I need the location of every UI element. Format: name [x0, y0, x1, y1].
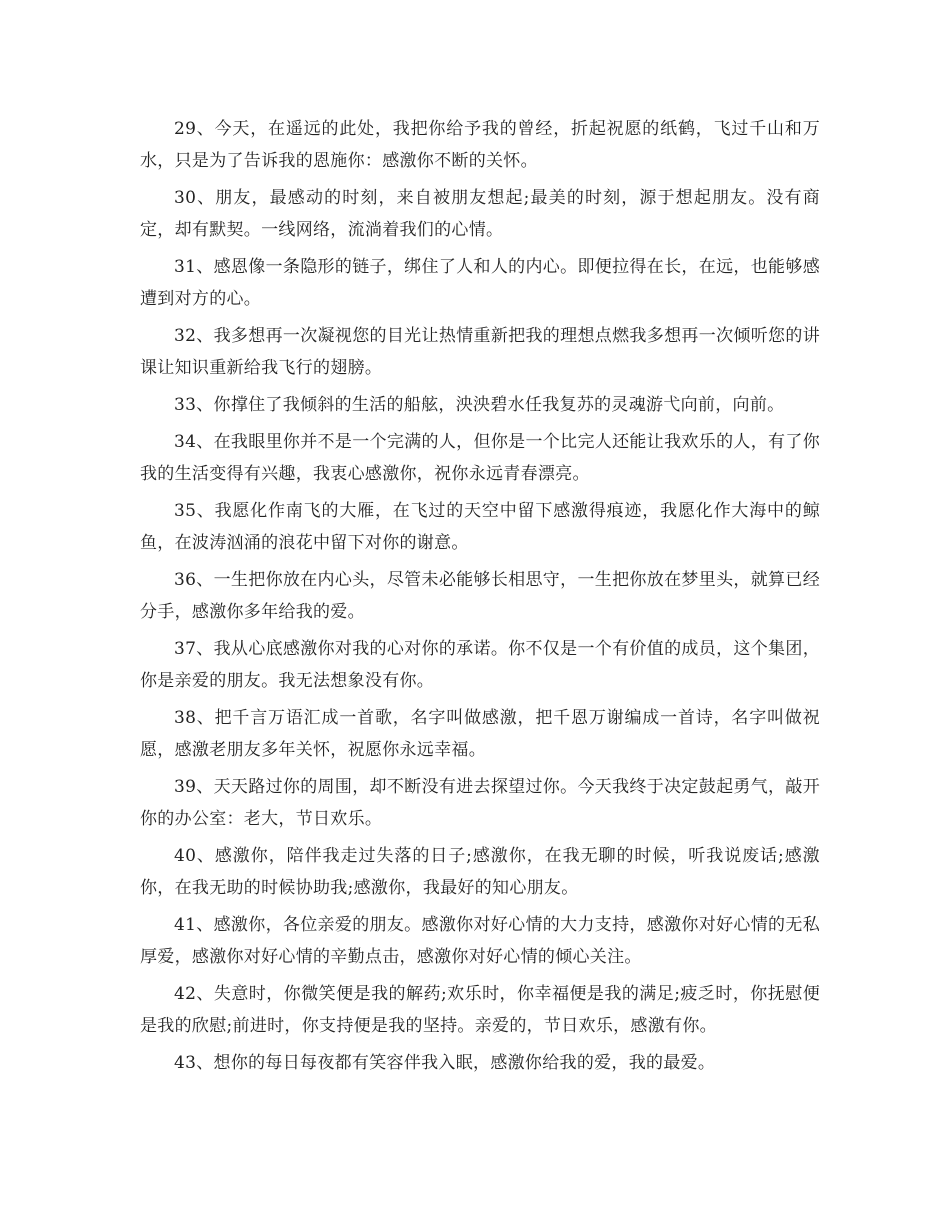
paragraph-38: 38、把千言万语汇成一首歌，名字叫做感激，把千恩万谢编成一首诗，名字叫做祝愿，感激老朋友多年关怀，祝愿你永远幸福。 — [140, 708, 820, 760]
paragraph-34: 34、在我眼里你并不是一个完满的人，但你是一个比完人还能让我欢乐的人，有了你我的生活变得有兴趣，我衷心感激你，祝你永远青春漂亮。 — [140, 432, 820, 484]
paragraph-42: 42、失意时，你微笑便是我的解药;欢乐时，你幸福便是我的满足;疲乏时，你抚慰便是我的欣慰;前进时，你支持便是我的坚持。亲爱的，节日欢乐，感激有你。 — [140, 984, 820, 1036]
paragraph-33: 33、你撑住了我倾斜的生活的船舷，泱泱碧水任我复苏的灵魂游弋向前，向前。 — [174, 395, 785, 415]
paragraph-30: 30、朋友，最感动的时刻，来自被朋友想起;最美的时刻，源于想起朋友。没有商定，却有默契。一线网络，流淌着我们的心情。 — [140, 188, 820, 240]
paragraph-29: 29、今天，在遥远的此处，我把你给予我的曾经，折起祝愿的纸鹤，飞过千山和万水，只是为了告诉我的恩施你：感激你不断的关怀。 — [140, 119, 820, 171]
paragraph-31: 31、感恩像一条隐形的链子，绑住了人和人的内心。即便拉得在长，在远，也能够感遭到对方的心。 — [140, 257, 820, 309]
paragraph-32: 32、我多想再一次凝视您的目光让热情重新把我的理想点燃我多想再一次倾听您的讲课让知识重新给我飞行的翅膀。 — [140, 326, 820, 378]
paragraph-41: 41、感激你，各位亲爱的朋友。感激你对好心情的大力支持，感激你对好心情的无私厚爱，感激你对好心情的辛勤点击，感激你对好心情的倾心关注。 — [140, 915, 820, 967]
paragraph-35: 35、我愿化作南飞的大雁，在飞过的天空中留下感激得痕迹，我愿化作大海中的鲸鱼，在波涛汹涌的浪花中留下对你的谢意。 — [140, 501, 820, 553]
paragraph-39: 39、天天路过你的周围，却不断没有进去探望过你。今天我终于决定鼓起勇气，敲开你的办公室：老大，节日欢乐。 — [140, 777, 820, 829]
paragraph-40: 40、感激你，陪伴我走过失落的日子;感激你，在我无聊的时候，听我说废话;感激你，在我无助的时候协助我;感激你，我最好的知心朋友。 — [140, 846, 820, 898]
paragraph-36: 36、一生把你放在内心头，尽管未必能够长相思守，一生把你放在梦里头，就算已经分手，感激你多年给我的爱。 — [140, 570, 820, 622]
paragraph-43: 43、想你的每日每夜都有笑容伴我入眠，感激你给我的爱，我的最爱。 — [174, 1053, 716, 1073]
document-body — [140, 113, 820, 1084]
paragraph-37: 37、我从心底感激你对我的心对你的承诺。你不仅是一个有价值的成员，这个集团，你是亲爱的朋友。我无法想象没有你。 — [140, 639, 820, 691]
